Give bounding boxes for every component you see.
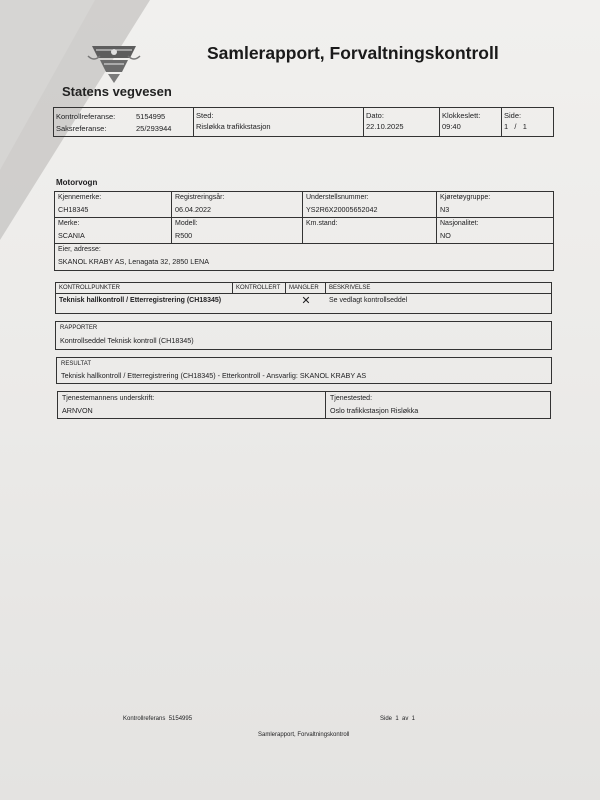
tjenestested-label: Tjenestested:	[330, 395, 373, 402]
mangler-mark-icon: ✕	[301, 295, 311, 307]
col-kontrollpunkter: KONTROLLPUNKTER	[56, 283, 233, 293]
rapporter-label: RAPPORTER	[60, 325, 98, 331]
registreringsar-cell	[172, 192, 303, 217]
footer-document-title: Samlerapport, Forvaltningskontroll	[258, 732, 350, 738]
col-mangler: MANGLER	[286, 283, 326, 293]
eier-label: Eier, adresse:	[58, 246, 101, 253]
rapporter-box	[55, 321, 552, 350]
modell-value: R500	[175, 231, 193, 240]
tjenestested-cell	[326, 392, 550, 418]
klokkeslett-cell	[440, 108, 502, 136]
kontrollreferanse-label: Kontrollreferanse:	[56, 112, 116, 121]
merke-label: Merke:	[58, 220, 80, 227]
kjoretoygruppe-cell	[437, 192, 553, 217]
header-info-table	[53, 107, 554, 137]
kontrollpunkt-beskrivelse: Se vedlagt kontrollseddel	[329, 297, 408, 304]
kontrollpunkter-table	[55, 282, 552, 314]
sted-value: Risløkka trafikkstasjon	[196, 122, 271, 131]
statens-vegvesen-logo-icon	[86, 42, 142, 84]
understell-cell	[303, 192, 437, 217]
kjoretoygruppe-value: N3	[440, 205, 450, 214]
side-label: Side:	[504, 111, 522, 120]
kontrollpunkt-name: Teknisk hallkontroll / Etterregistrering (CH18345)	[59, 297, 222, 304]
kjennemerke-label: Kjennemerke:	[58, 194, 102, 201]
kjennemerke-cell	[55, 192, 172, 217]
saksreferanse-label: Saksreferanse:	[56, 124, 107, 133]
underskrift-value: ARNVON	[62, 406, 93, 415]
dato-label: Dato:	[366, 111, 384, 120]
sted-cell	[194, 108, 364, 136]
nasjonalitet-cell	[437, 218, 553, 243]
kmstand-cell	[303, 218, 437, 243]
klokkeslett-label: Klokkeslett:	[442, 111, 481, 120]
modell-cell	[172, 218, 303, 243]
motorvogn-table	[54, 191, 554, 271]
nasjonalitet-label: Nasjonalitet:	[440, 220, 479, 227]
tjenestested-value: Oslo trafikkstasjon Risløkka	[330, 406, 419, 415]
footer-page-number: Side 1 av 1	[380, 716, 416, 722]
brand-name: Statens vegvesen	[62, 84, 172, 99]
dato-cell	[364, 108, 440, 136]
signatur-box	[57, 391, 551, 419]
merke-cell	[55, 218, 172, 243]
kjoretoygruppe-label: Kjøretøygruppe:	[440, 194, 491, 201]
merke-value: SCANIA	[58, 231, 85, 240]
sted-label: Sted:	[196, 111, 214, 120]
kontrollpunkter-header	[56, 283, 551, 294]
kontrollpunkt-row	[56, 294, 551, 310]
side-cell	[502, 108, 553, 136]
resultat-value: Teknisk hallkontroll / Etterregistrering (CH18345) - Etterkontroll - Ansvarlig: SKANOL KRABY AS	[61, 371, 367, 380]
reference-cell	[54, 108, 194, 136]
saksreferanse-value: 25/293944	[136, 124, 172, 133]
registreringsar-label: Registreringsår:	[175, 194, 225, 201]
col-kontrollert: KONTROLLERT	[233, 283, 286, 293]
owner-cell	[55, 244, 553, 276]
motorvogn-row-1	[55, 192, 553, 218]
motorvogn-title: Motorvogn	[56, 178, 98, 187]
eier-value: SKANOL KRABY AS, Lenagata 32, 2850 LENA	[58, 257, 210, 266]
klokkeslett-value: 09:40	[442, 122, 461, 131]
resultat-label: RESULTAT	[61, 361, 92, 367]
understell-label: Understellsnummer:	[306, 194, 369, 201]
understell-value: YS2R6X20005652042	[306, 205, 378, 214]
motorvogn-row-2	[55, 218, 553, 244]
dato-value: 22.10.2025	[366, 122, 404, 131]
registreringsar-value: 06.04.2022	[175, 205, 211, 214]
underskrift-cell	[58, 392, 326, 418]
rapporter-value: Kontrollseddel Teknisk kontroll (CH18345)	[60, 336, 194, 345]
col-beskrivelse: BESKRIVELSE	[329, 285, 371, 291]
nasjonalitet-value: NO	[440, 231, 451, 240]
resultat-box	[56, 357, 552, 384]
page-title: Samlerapport, Forvaltningskontroll	[207, 43, 499, 63]
footer-reference: Kontrollreferans 5154995	[123, 716, 193, 722]
side-value: 1 / 1	[504, 122, 527, 131]
kontrollreferanse-value: 5154995	[136, 112, 166, 121]
modell-label: Modell:	[175, 220, 198, 227]
kjennemerke-value: CH18345	[58, 205, 89, 214]
kmstand-label: Km.stand:	[306, 220, 338, 227]
underskrift-label: Tjenestemannens underskrift:	[62, 395, 155, 402]
